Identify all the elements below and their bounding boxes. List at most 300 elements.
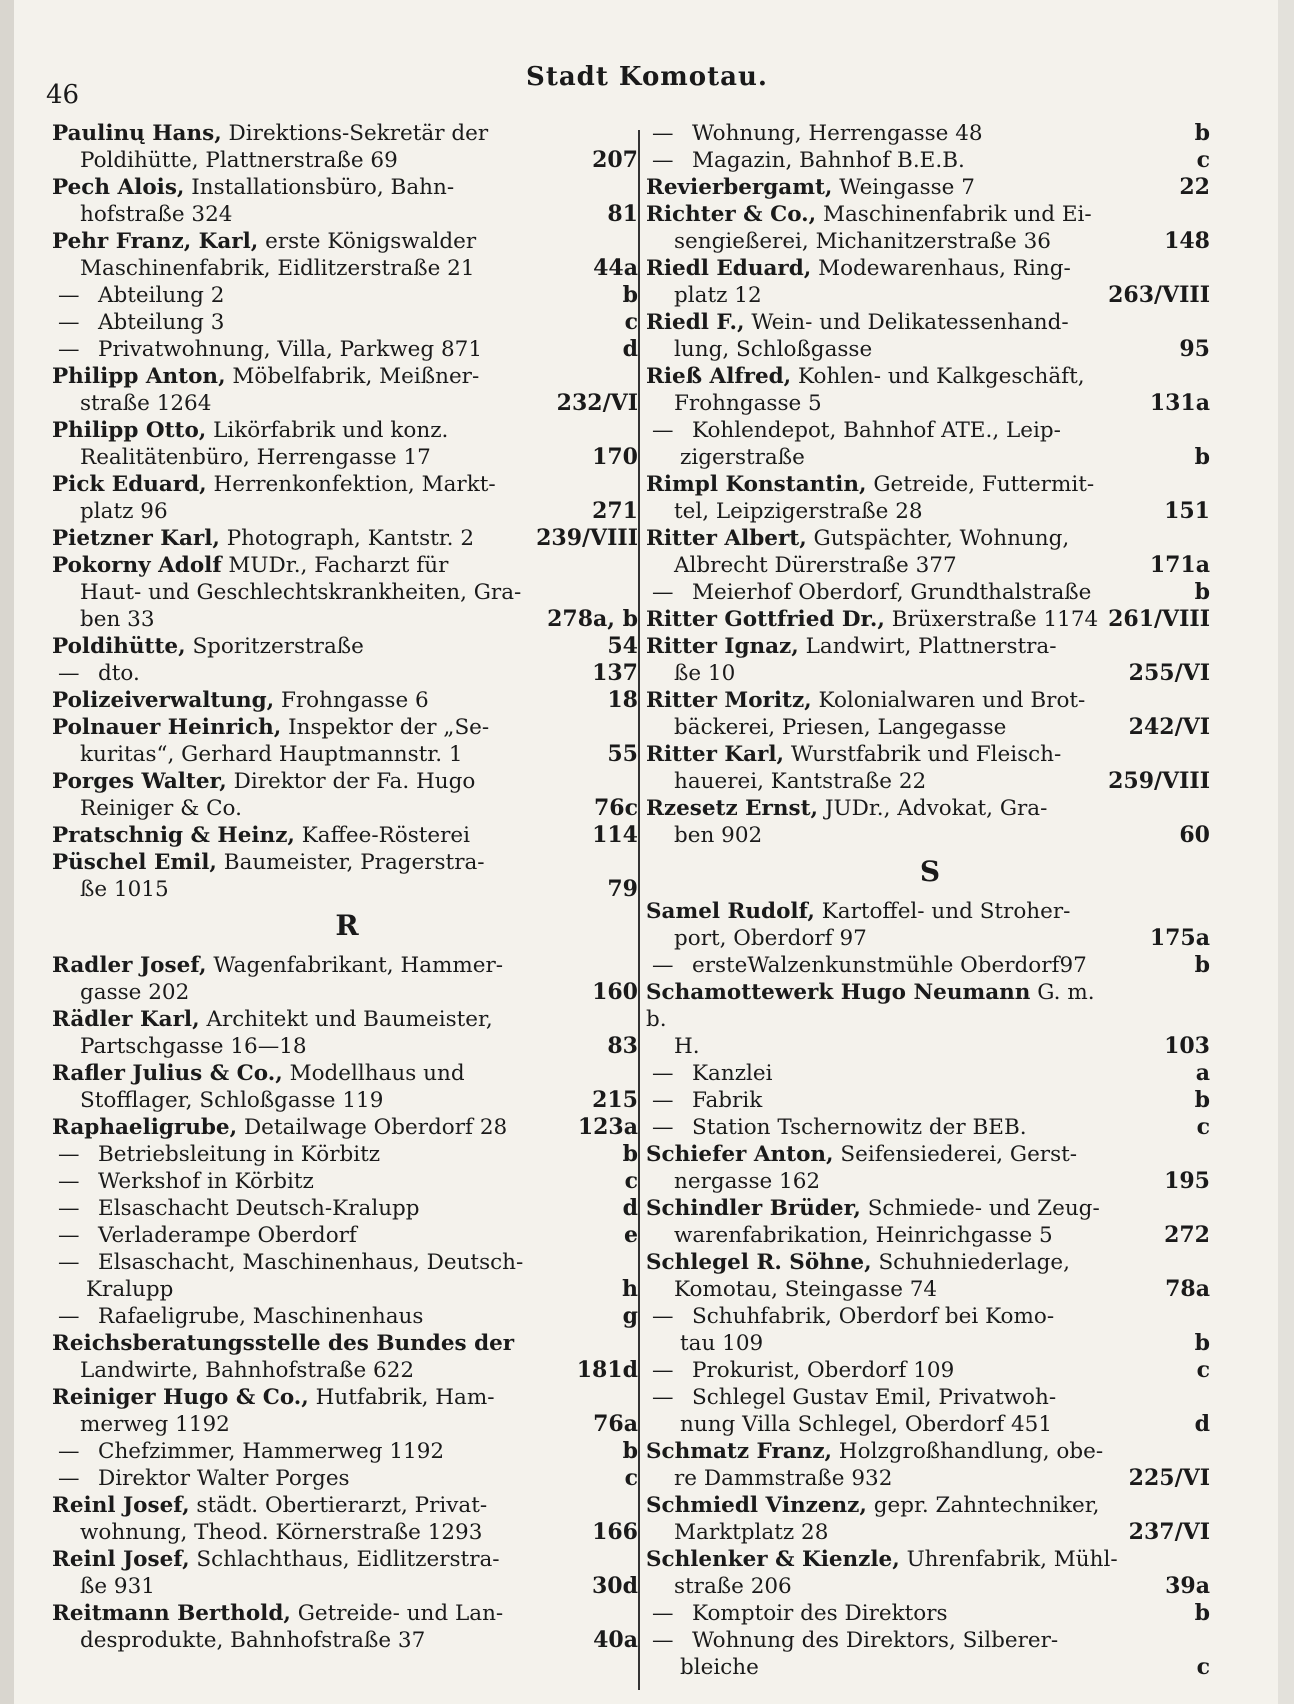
phone-number: 271 — [592, 498, 638, 524]
phone-number: 239/VIII — [536, 525, 638, 551]
entry-line — [646, 795, 1118, 822]
entry-name: Reinl Josef, — [52, 1493, 190, 1518]
phone-number: 160 — [592, 979, 638, 1005]
directory-entry — [52, 309, 642, 336]
directory-entry — [52, 1222, 642, 1249]
directory-entry — [646, 525, 1214, 579]
entry-continuation: tau 109 — [680, 1331, 764, 1356]
entry-text: Prokurist, Oberdorf 109 — [692, 1358, 955, 1383]
entry-line — [58, 1222, 546, 1249]
entry-text: Rafaeligrube, Maschinenhaus — [98, 1304, 424, 1329]
directory-entry — [646, 1600, 1214, 1627]
entry-text: Meierhof Oberdorf, Grundthalstraße — [692, 580, 1092, 605]
entry-line — [58, 1249, 546, 1276]
entry-continuation: merweg 1192 — [80, 1412, 230, 1437]
entry-text: Getreide- und Lan- — [297, 1601, 504, 1626]
entry-text: Möbelfabrik, Meißner- — [232, 364, 480, 389]
right-column — [646, 120, 1214, 1681]
directory-entry — [646, 471, 1214, 525]
entry-text: Direktions-Sekretär der — [228, 121, 489, 146]
page-title: Stadt Komotau. — [526, 62, 768, 92]
entry-name: Polizeiverwaltung, — [52, 688, 275, 713]
entry-name: Pratschnig & Heinz, — [52, 823, 295, 848]
entry-line — [652, 1357, 1118, 1384]
entry-continuation: Stofflager, Schloßgasse 119 — [80, 1088, 384, 1113]
entry-continuation: port, Oberdorf 97 — [674, 926, 867, 951]
phone-number: 263/VIII — [1108, 282, 1210, 308]
phone-number: g — [622, 1303, 638, 1329]
entry-line — [58, 1168, 546, 1195]
directory-entry — [52, 174, 642, 228]
dash-mark: — — [652, 1088, 674, 1113]
dash-mark: — — [58, 1142, 80, 1167]
entry-name: Schamottewerk Hugo Neumann — [646, 980, 1031, 1005]
entry-text: Schmiede- und Zeug- — [867, 1196, 1100, 1221]
entry-continuation: tel, Leipzigerstraße 28 — [674, 499, 923, 524]
entry-text: Schlachthaus, Eidlitzerstra- — [196, 1547, 500, 1572]
phone-number: 278a, b — [547, 606, 638, 632]
entry-line — [52, 1330, 546, 1357]
entry-continuation: ße 1015 — [80, 877, 169, 902]
entry-line — [52, 228, 546, 255]
phone-number: 175a — [1149, 925, 1210, 951]
entry-text: Kolonialwaren und Brot- — [818, 688, 1086, 713]
directory-entry — [52, 525, 642, 552]
entry-text: Maschinenfabrik und Ei- — [822, 202, 1092, 227]
entry-name: Reitmann Berthold, — [52, 1601, 291, 1626]
entry-line — [646, 687, 1118, 714]
entry-line — [652, 579, 1118, 606]
entry-line — [52, 849, 546, 876]
entry-line — [58, 1303, 546, 1330]
entry-line — [646, 1195, 1118, 1222]
entry-text: Abteilung 2 — [98, 283, 225, 308]
entry-name: Rimpl Konstantin, — [646, 472, 867, 497]
phone-number: 81 — [607, 201, 638, 227]
entry-text: Verladerampe Oberdorf — [98, 1223, 357, 1248]
entry-continuation: H. — [674, 1034, 700, 1059]
entry-name: Reichsberatungsstelle des Bundes der — [52, 1331, 515, 1356]
entry-text: Uhrenfabrik, Mühl- — [906, 1547, 1118, 1572]
phone-number: 232/VI — [556, 390, 638, 416]
entry-continuation: kuritas“, Gerhard Hauptmannstr. 1 — [80, 742, 463, 767]
entry-continuation: warenfabrikation, Heinrichgasse 5 — [674, 1223, 1053, 1248]
page-edge-left — [0, 0, 14, 1704]
dash-mark: — — [58, 337, 80, 362]
directory-entry — [646, 1492, 1214, 1546]
entry-name: Paulinų Hans, — [52, 121, 222, 146]
left-column — [52, 120, 642, 1654]
dash-mark: — — [652, 580, 674, 605]
directory-entry — [646, 255, 1214, 309]
entry-name: Pech Alois, — [52, 175, 185, 200]
directory-entry — [646, 147, 1214, 174]
dash-mark: — — [652, 121, 674, 146]
directory-entry — [646, 1357, 1214, 1384]
dash-mark: — — [652, 1601, 674, 1626]
phone-number: 181d — [576, 1357, 638, 1383]
entry-name: Pick Eduard, — [52, 472, 207, 497]
directory-entry — [52, 849, 642, 903]
entry-continuation: gasse 202 — [80, 980, 190, 1005]
entry-line — [646, 1438, 1118, 1465]
entry-text: Weingasse 7 — [839, 175, 975, 200]
entry-name: Poldihütte, — [52, 634, 186, 659]
entry-text: Gutspächter, Wohnung, — [813, 526, 1070, 551]
phone-number: 195 — [1164, 1168, 1210, 1194]
entry-line — [58, 1438, 546, 1465]
phone-number: 242/VI — [1128, 714, 1210, 740]
phone-number: c — [624, 309, 638, 335]
entry-line — [52, 1600, 546, 1627]
directory-entry — [646, 1195, 1214, 1249]
directory-entry — [646, 579, 1214, 606]
phone-number: d — [622, 336, 638, 362]
dash-mark: — — [652, 1061, 674, 1086]
dash-mark: — — [58, 1196, 80, 1221]
directory-entry — [52, 363, 642, 417]
entry-line — [58, 660, 546, 687]
directory-entry — [52, 1303, 642, 1330]
entry-text: erste Königswalder — [265, 229, 477, 254]
directory-entry — [52, 1546, 642, 1600]
entry-continuation: Landwirte, Bahnhofstraße 622 — [80, 1358, 415, 1383]
entry-text: Modewarenhaus, Ring- — [818, 256, 1071, 281]
entry-text: Herrenkonfektion, Markt- — [213, 472, 496, 497]
entry-line — [52, 471, 546, 498]
phone-number: 30d — [592, 1573, 638, 1599]
phone-number: b — [622, 282, 638, 308]
phone-number: 123a — [577, 1114, 638, 1140]
phone-number: d — [622, 1195, 638, 1221]
entry-name: Ritter Gottfried Dr., — [646, 607, 885, 632]
directory-entry — [646, 1114, 1214, 1141]
dash-mark: — — [652, 1385, 674, 1410]
entry-line — [58, 309, 546, 336]
entry-name: Riedl F., — [646, 310, 745, 335]
directory-entry — [646, 1384, 1214, 1438]
dash-mark: — — [652, 1304, 674, 1329]
directory-entry — [52, 633, 642, 660]
entry-continuation: Marktplatz 28 — [674, 1520, 829, 1545]
dash-mark: — — [58, 310, 80, 335]
entry-name: Pehr Franz, Karl, — [52, 229, 259, 254]
entry-name: Philipp Anton, — [52, 364, 226, 389]
phone-number: 272 — [1164, 1222, 1210, 1248]
entry-line — [646, 255, 1118, 282]
phone-number: 261/VIII — [1108, 606, 1210, 632]
entry-line — [646, 309, 1118, 336]
entry-line — [652, 1384, 1118, 1411]
phone-number: 60 — [1179, 822, 1210, 848]
entry-name: Rafler Julius & Co., — [52, 1061, 283, 1086]
directory-entry — [646, 174, 1214, 201]
entry-continuation: ben 33 — [80, 607, 155, 632]
directory-entry — [52, 282, 642, 309]
phone-number: c — [1196, 1357, 1210, 1383]
phone-number: 166 — [592, 1519, 638, 1545]
entry-line — [646, 979, 1118, 1033]
entry-line — [52, 417, 546, 444]
entry-line — [646, 471, 1118, 498]
entry-text: Privatwohnung, Villa, Parkweg 871 — [98, 337, 483, 362]
entry-name: Schlegel R. Söhne, — [646, 1250, 872, 1275]
directory-entry — [52, 1141, 642, 1168]
entry-name: Radler Josef, — [52, 953, 207, 978]
phone-number: 76c — [593, 795, 638, 821]
dash-mark: — — [58, 1223, 80, 1248]
directory-entry — [52, 552, 642, 633]
entry-name: Samel Rudolf, — [646, 899, 815, 924]
entry-line — [58, 336, 546, 363]
entry-text: Baumeister, Pragerstra- — [223, 850, 485, 875]
directory-entry — [52, 1465, 642, 1492]
entry-line — [652, 1600, 1118, 1627]
entry-continuation: platz 12 — [674, 283, 762, 308]
directory-entry — [646, 1087, 1214, 1114]
entry-text: Modellhaus und — [289, 1061, 465, 1086]
phone-number: 225/VI — [1128, 1465, 1210, 1491]
entry-name: Pokorny Adolf — [52, 553, 222, 578]
entry-continuation: straße 206 — [674, 1574, 792, 1599]
entry-text: Schuhniederlage, — [878, 1250, 1070, 1275]
directory-entry — [646, 979, 1214, 1060]
entry-line — [52, 1006, 546, 1033]
entry-line — [52, 1060, 546, 1087]
entry-line — [646, 606, 1118, 633]
entry-text: Wohnung, Herrengasse 48 — [692, 121, 983, 146]
entry-line — [52, 363, 546, 390]
entry-line — [646, 1492, 1118, 1519]
directory-entry — [52, 471, 642, 525]
entry-continuation: lung, Schloßgasse — [674, 337, 873, 362]
entry-text: JUDr., Advokat, Gra- — [824, 796, 1048, 821]
entry-line — [652, 147, 1118, 174]
section-letter: R — [335, 909, 359, 942]
directory-entry — [52, 660, 642, 687]
phone-number: 148 — [1164, 228, 1210, 254]
directory-entry — [52, 714, 642, 768]
directory-entry — [52, 1006, 642, 1060]
entry-name: Ritter Karl, — [646, 742, 784, 767]
entry-name: Reinl Josef, — [52, 1547, 190, 1572]
entry-text: Seifensiederei, Gerst- — [840, 1142, 1078, 1167]
dash-mark: — — [58, 1169, 80, 1194]
entry-continuation: wohnung, Theod. Körnerstraße 1293 — [80, 1520, 483, 1545]
entry-text: Kohlen- und Kalkgeschäft, — [798, 364, 1085, 389]
entry-text: Kaffee-Rösterei — [301, 823, 471, 848]
entry-text: Getreide, Futtermit- — [873, 472, 1095, 497]
entry-text: Werkshof in Körbitz — [98, 1169, 314, 1194]
dash-mark: — — [652, 1628, 674, 1653]
directory-entry — [646, 1249, 1214, 1303]
entry-text: Wagenfabrikant, Hammer- — [213, 953, 504, 978]
entry-line — [52, 633, 546, 660]
entry-line — [52, 1114, 546, 1141]
entry-continuation: nung Villa Schlegel, Oberdorf 451 — [680, 1412, 1053, 1437]
entry-line — [52, 768, 546, 795]
entry-continuation: ben 902 — [674, 823, 763, 848]
directory-entry — [52, 768, 642, 822]
dash-mark: — — [652, 1358, 674, 1383]
entry-name: Revierbergamt, — [646, 175, 833, 200]
phone-number: b — [1194, 579, 1210, 605]
entry-continuation: platz 96 — [80, 499, 168, 524]
directory-entry — [52, 1114, 642, 1141]
entry-text: Wohnung des Direktors, Silberer- — [692, 1628, 1059, 1653]
entry-continuation: Kralupp — [86, 1277, 174, 1302]
entry-name: Schmatz Franz, — [646, 1439, 833, 1464]
entry-line — [646, 1141, 1118, 1168]
entry-text: städt. Obertierarzt, Privat- — [196, 1493, 488, 1518]
phone-number: 237/VI — [1128, 1519, 1210, 1545]
entry-continuation: Partschgasse 16—18 — [80, 1034, 307, 1059]
entry-continuation: desprodukte, Bahnhofstraße 37 — [80, 1628, 426, 1653]
phone-number: b — [1194, 444, 1210, 470]
entry-text: G. m. b. — [646, 980, 1095, 1032]
entry-continuation: Haut- und Geschlechtskrankheiten, Gra- — [80, 580, 522, 605]
entry-name: Riedl Eduard, — [646, 256, 812, 281]
directory-entry — [646, 417, 1214, 471]
directory-entry — [52, 417, 642, 471]
entry-text: Schuhfabrik, Oberdorf bei Komo- — [692, 1304, 1055, 1329]
entry-line — [652, 1303, 1118, 1330]
entry-line — [52, 174, 546, 201]
phone-number: c — [1196, 1654, 1210, 1680]
entry-name: Ritter Albert, — [646, 526, 807, 551]
entry-text: Magazin, Bahnhof B.E.B. — [692, 148, 965, 173]
entry-line — [646, 898, 1118, 925]
entry-name: Richter & Co., — [646, 202, 817, 227]
entry-line — [52, 687, 546, 714]
entry-continuation: Albrecht Dürerstraße 377 — [674, 553, 957, 578]
entry-line — [58, 282, 546, 309]
directory-entry — [646, 741, 1214, 795]
directory-entry — [52, 687, 642, 714]
phone-number: b — [1194, 952, 1210, 978]
entry-line — [52, 1546, 546, 1573]
directory-entry — [52, 1195, 642, 1222]
entry-line — [52, 1492, 546, 1519]
entry-name: Porges Walter, — [52, 769, 227, 794]
phone-number: b — [1194, 1087, 1210, 1113]
directory-entry — [52, 822, 642, 849]
entry-continuation: ße 931 — [80, 1574, 155, 1599]
directory-entry — [646, 898, 1214, 952]
entry-text: Wein- und Delikatessenhand- — [751, 310, 1069, 335]
entry-line — [646, 633, 1118, 660]
entry-line — [646, 525, 1118, 552]
entry-text: Kohlendepot, Bahnhof ATE., Leip- — [692, 418, 1061, 443]
directory-entry — [52, 1168, 642, 1195]
entry-text: Fabrik — [692, 1088, 763, 1113]
phone-number: 171a — [1149, 552, 1210, 578]
entry-continuation: straße 1264 — [80, 391, 212, 416]
entry-line — [58, 1195, 546, 1222]
entry-line — [52, 552, 546, 579]
directory-entry — [646, 1141, 1214, 1195]
entry-line — [52, 1384, 546, 1411]
entry-text: Betriebsleitung in Körbitz — [98, 1142, 381, 1167]
entry-continuation: sengießerei, Michanitzerstraße 36 — [674, 229, 1051, 254]
directory-entry — [52, 1249, 642, 1303]
phone-number: 78a — [1165, 1276, 1210, 1302]
entry-line — [646, 1249, 1118, 1276]
entry-continuation: Frohngasse 5 — [674, 391, 822, 416]
entry-continuation: Komotau, Steingasse 74 — [674, 1277, 938, 1302]
directory-entry — [52, 1384, 642, 1438]
phone-number: h — [622, 1276, 638, 1302]
phone-number: 79 — [607, 876, 638, 902]
entry-text: Detailwage Oberdorf 28 — [243, 1115, 508, 1140]
phone-number: a — [1195, 1060, 1210, 1086]
directory-entry — [646, 952, 1214, 979]
dash-mark: — — [58, 1439, 80, 1464]
entry-text: Hutfabrik, Ham- — [315, 1385, 495, 1410]
entry-name: Reiniger Hugo & Co., — [52, 1385, 309, 1410]
entry-line — [52, 822, 546, 849]
phone-number: c — [1196, 1114, 1210, 1140]
entry-name: Pietzner Karl, — [52, 526, 220, 551]
phone-number: 255/VI — [1128, 660, 1210, 686]
entry-line — [646, 363, 1118, 390]
directory-entry — [52, 952, 642, 1006]
directory-entry — [646, 1546, 1214, 1600]
entry-text: gepr. Zahntechniker, — [873, 1493, 1100, 1518]
entry-text: Chefzimmer, Hammerweg 1192 — [98, 1439, 445, 1464]
phone-number: b — [622, 1141, 638, 1167]
page-number: 46 — [46, 80, 80, 110]
directory-entry — [646, 633, 1214, 687]
phone-number: 259/VIII — [1108, 768, 1210, 794]
entry-continuation: ße 10 — [674, 661, 736, 686]
phone-number: 18 — [607, 687, 638, 713]
directory-entry — [646, 1438, 1214, 1492]
entry-text: Brüxerstraße 1174 — [891, 607, 1099, 632]
entry-continuation: bleiche — [680, 1655, 759, 1680]
entry-name: Schmiedl Vinzenz, — [646, 1493, 867, 1518]
phone-number: b — [1194, 120, 1210, 146]
entry-line — [52, 952, 546, 979]
entry-name: Polnauer Heinrich, — [52, 715, 282, 740]
dash-mark: — — [652, 148, 674, 173]
entry-text: MUDr., Facharzt für — [228, 553, 449, 578]
phone-number: 170 — [592, 444, 638, 470]
entry-text: ersteWalzenkunstmühle Oberdorf97 — [692, 953, 1087, 978]
directory-entry — [52, 1600, 642, 1654]
phone-number: 83 — [607, 1033, 638, 1059]
entry-line — [652, 120, 1118, 147]
phone-number: b — [1194, 1600, 1210, 1626]
entry-line — [52, 525, 546, 552]
entry-line — [652, 952, 1118, 979]
entry-text: Photograph, Kantstr. 2 — [226, 526, 475, 551]
directory-entry — [646, 606, 1214, 633]
entry-text: Architekt und Baumeister, — [206, 1007, 493, 1032]
section-letter: S — [919, 855, 941, 888]
entry-continuation: nergasse 162 — [674, 1169, 821, 1194]
dash-mark: — — [58, 1304, 80, 1329]
entry-text: Landwirt, Plattnerstra- — [805, 634, 1057, 659]
entry-line — [652, 1114, 1118, 1141]
page-edge-right — [1278, 0, 1294, 1704]
phone-number: 95 — [1179, 336, 1210, 362]
directory-entry — [52, 1492, 642, 1546]
dash-mark: — — [652, 1115, 674, 1140]
entry-text: Frohngasse 6 — [280, 688, 429, 713]
entry-continuation: Poldihütte, Plattnerstraße 69 — [80, 148, 398, 173]
phone-number: b — [622, 1438, 638, 1464]
